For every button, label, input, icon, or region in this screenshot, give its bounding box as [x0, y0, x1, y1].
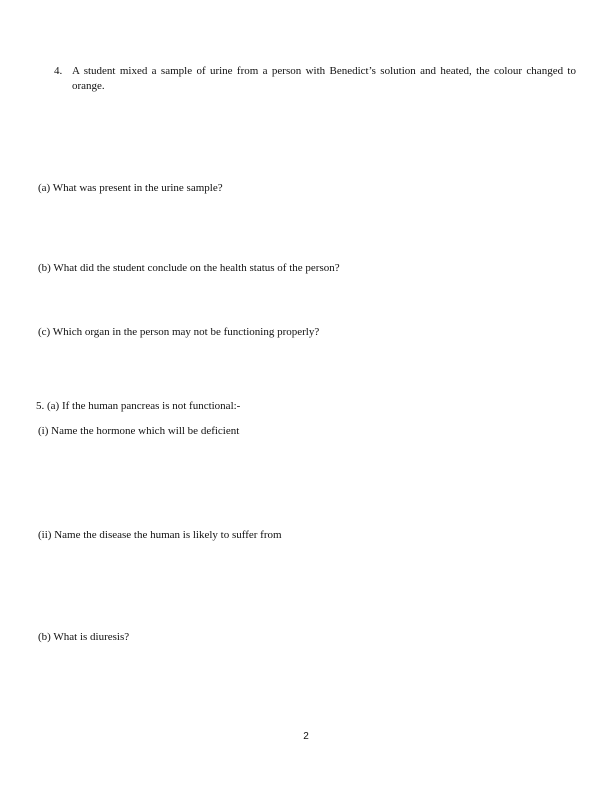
question-5-intro: 5. (a) If the human pancreas is not functional:-	[36, 400, 241, 412]
question-5b: (b) What is diuresis?	[38, 631, 130, 643]
question-5a-i: (i) Name the hormone which will be deficient	[38, 425, 240, 437]
question-4-number: 4.	[54, 65, 63, 77]
question-4c: (c) Which organ in the person may not be functioning properly?	[38, 326, 320, 338]
question-4-text: A student mixed a sample of urine from a person with Benedict’s solution and heated, the colour changed to orange.	[72, 65, 576, 92]
question-5a-ii: (ii) Name the disease the human is likely to suffer from	[38, 529, 282, 541]
question-4b: (b) What did the student conclude on the health status of the person?	[38, 262, 340, 274]
question-4a: (a) What was present in the urine sample?	[38, 182, 223, 194]
page-number: 2	[303, 731, 309, 742]
